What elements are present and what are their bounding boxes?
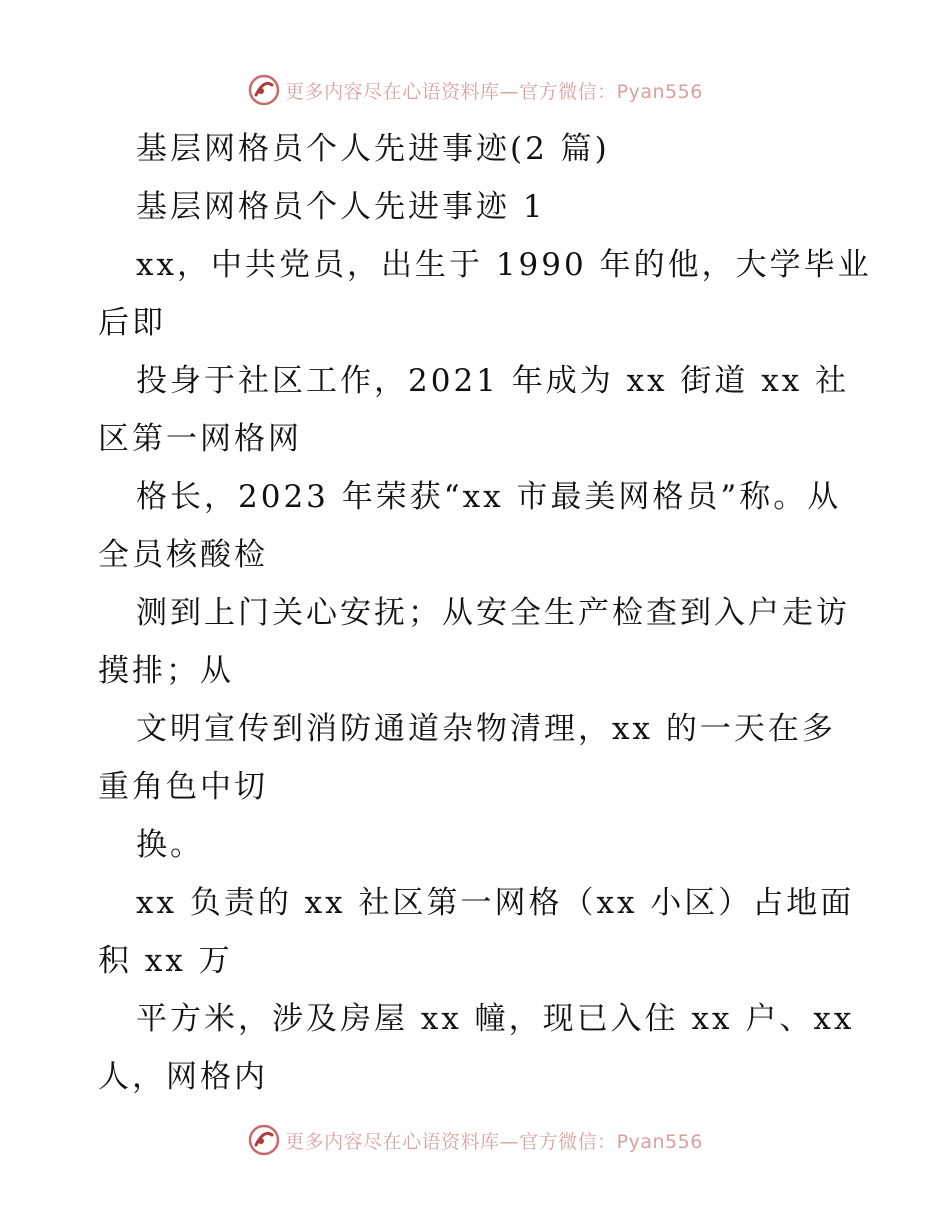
text-line: 人，网格内 bbox=[98, 1059, 268, 1095]
document-body bbox=[98, 120, 872, 1106]
text-line: xx 负责的 xx 社区第一网格（xx 小区）占地面 bbox=[136, 885, 855, 921]
text-line: 基层网格员个人先进事迹(2 篇) bbox=[136, 131, 610, 167]
text-line: xx，中共党员，出生于 1990 年的他，大学毕业 bbox=[136, 247, 872, 283]
text-line: 积 xx 万 bbox=[98, 943, 233, 979]
text-line: 投身于社区工作，2021 年成为 xx 街道 xx 社 bbox=[136, 363, 850, 399]
text-line: 格长，2023 年荣获“xx 市最美网格员”称。从 bbox=[136, 479, 842, 515]
seal-logo-icon bbox=[247, 1123, 281, 1157]
text-line: 重角色中切 bbox=[98, 769, 268, 805]
text-line: 基层网格员个人先进事迹 1 bbox=[136, 189, 546, 225]
watermark-text: 更多内容尽在心语资料库—官方微信：Pyan556 bbox=[285, 80, 703, 103]
text-line: 测到上门关心安抚；从安全生产检查到入户走访 bbox=[136, 595, 850, 631]
text-line: 后即 bbox=[98, 305, 166, 341]
watermark-banner-top bbox=[0, 70, 950, 110]
seal-logo-icon bbox=[247, 73, 281, 107]
text-line: 文明宣传到消防通道杂物清理，xx 的一天在多 bbox=[136, 711, 836, 747]
text-line: 全员核酸检 bbox=[98, 537, 268, 573]
text-line: 摸排；从 bbox=[98, 653, 234, 689]
watermark-text: 更多内容尽在心语资料库—官方微信：Pyan556 bbox=[285, 1130, 703, 1153]
watermark-banner-bottom bbox=[0, 1120, 950, 1160]
text-line: 区第一网格网 bbox=[98, 421, 302, 457]
text-line: 平方米，涉及房屋 xx 幢，现已入住 xx 户、xx bbox=[136, 1001, 855, 1037]
text-line: 换。 bbox=[136, 827, 204, 863]
